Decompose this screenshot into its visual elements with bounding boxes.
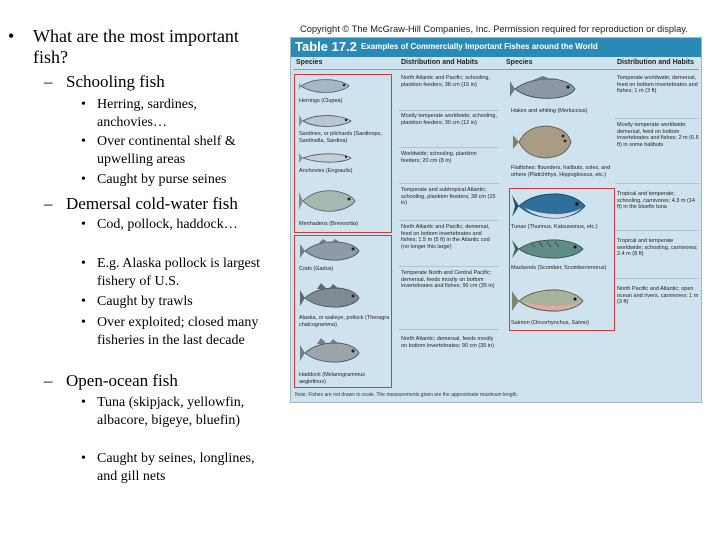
haddock-fish-illustration	[299, 338, 363, 366]
bullet-marker: •	[81, 294, 86, 309]
sardine-fish-illustration	[299, 112, 355, 130]
section-heading-text: Demersal cold-water fish	[66, 194, 238, 213]
bullet-marker: •	[81, 451, 86, 466]
row-divider	[399, 110, 499, 111]
menhaden-fish-illustration	[299, 186, 359, 216]
salmon-fish-illustration	[511, 286, 589, 316]
row-divider	[615, 183, 699, 184]
row-divider	[399, 266, 499, 267]
row-divider	[615, 230, 699, 231]
fish-label: Menhadens (Brevoortia)	[299, 221, 359, 227]
fish-label: Herrings (Clupea)	[299, 98, 343, 104]
list-item-text: Caught by purse seines	[97, 172, 227, 187]
bullet-marker: •	[81, 134, 86, 149]
fish-label: Cods (Gadus)	[299, 266, 334, 272]
fish-label: Salmon (Oncorhynchus, Salmo)	[511, 320, 589, 326]
bullet-marker: •	[81, 315, 86, 330]
header-divider	[293, 69, 699, 70]
bullet-marker: •	[81, 217, 86, 232]
list-item-text: Over continental shelf & upwelling areas	[97, 134, 236, 167]
fish-label: Haddock (Melanogrammus aeglefinus)	[299, 372, 366, 385]
distribution-text: North Pacific and Atlantic; open ocean and rivers, carnivores; 1 m (3 ft)	[617, 286, 699, 306]
row-divider	[615, 118, 699, 119]
distribution-text: Temperate and subtropical Atlantic; schooling, plankton feeders; 38 cm (15 in)	[401, 187, 496, 207]
row-divider	[399, 220, 499, 221]
dash-marker: –	[44, 194, 53, 213]
fish-label: Hakes and whiting (Merluccius)	[511, 108, 588, 114]
table-panel	[290, 37, 702, 403]
distribution-text: Tropical and temperate worldwide; schooling, carnivores; 2.4 m (8 ft)	[617, 238, 698, 258]
fish-label: Flatfishes: flounders, halibuts, soles, and others (Platichthys, Hippoglossus, etc.)	[511, 165, 611, 178]
bullet-marker: •	[81, 395, 86, 410]
list-item-text: Caught by trawls	[97, 294, 193, 309]
hake-fish-illustration	[509, 74, 579, 104]
list-item-text: E.g. Alaska pollock is largest fishery of U.S.	[97, 256, 261, 289]
table-title: Examples of Commercially Important Fishes around the World	[361, 42, 598, 51]
bullet-marker: •	[81, 97, 86, 112]
fish-label: Sardines, or pilchards (Sardinops, Sardinella, Sardina)	[299, 131, 382, 144]
distribution-text: North Atlantic; demersal, feeds mostly on bottom invertebrates; 90 cm (35 in)	[401, 336, 494, 349]
bullet-list	[0, 0, 280, 540]
bullet-marker: •	[81, 172, 86, 187]
distribution-text: North Atlantic and Pacific; demersal, feed on bottom invertebrates and fishes; 1.5 m (5 ft) in the Atlantic cod (no longer this large)	[401, 224, 490, 250]
flatfish-illustration	[513, 122, 575, 162]
bullet-marker: •	[81, 256, 86, 271]
herring-fish-illustration	[299, 76, 355, 96]
column-header-distribution: Distribution and Habits	[401, 59, 478, 66]
distribution-text: Worldwide; schooling, plankton feeders; 20 cm (8 in)	[401, 151, 477, 164]
row-divider	[399, 183, 499, 184]
distribution-text: Temperate North and Central Pacific; demersal, feeds mostly on bottom invertebrates and fishes; 90 cm (35 in)	[401, 270, 495, 290]
list-item-text: Herring, sardines, anchovies…	[97, 97, 197, 130]
section-heading-text: Open-ocean fish	[66, 371, 178, 390]
pollock-fish-illustration	[299, 282, 363, 312]
section-heading-text: Schooling fish	[66, 72, 165, 91]
anchovy-fish-illustration	[299, 150, 355, 166]
bullet-marker: •	[8, 26, 15, 46]
distribution-text: North Atlantic and Pacific; schooling, plankton feeders; 38 cm (15 in)	[401, 75, 490, 88]
list-item-text: Tuna (skipjack, yellowfin, albacore, bigeye, bluefin)	[97, 395, 245, 428]
table-header-bar	[291, 38, 701, 57]
slide-question: What are the most important fish?	[33, 26, 239, 67]
copyright-notice: Copyright © The McGraw-Hill Companies, Inc. Permission required for reproduction or display.	[300, 24, 688, 34]
tuna-fish-illustration	[511, 190, 589, 222]
fish-table-figure	[284, 20, 702, 404]
column-header-species-2: Species	[506, 59, 533, 66]
fish-label: Alaska, or walleye, pollock (Theragra chalcogramma)	[299, 315, 390, 328]
distribution-text: Mostly temperate worldwide; schooling, plankton feeders; 30 cm (12 in)	[401, 113, 497, 126]
column-header-species: Species	[296, 59, 323, 66]
cod-fish-illustration	[299, 238, 363, 264]
row-divider	[399, 329, 499, 330]
distribution-text: Mostly temperate worldwide; demersal, feed on bottom invertebrates and fishes; 2 m (6.5 ft) in some halibuts	[617, 122, 699, 148]
fish-label: Mackerels (Scomber, Scomberomorus)	[511, 265, 607, 271]
distribution-text: Tropical and temperate; schooling, carnivores; 4.3 m (14 ft) in the bluefin tuna	[617, 191, 695, 211]
dash-marker: –	[44, 72, 53, 91]
table-footnote: Note: Fishes are not drawn to scale. The measurements given are the approximate maximum length.	[295, 392, 519, 398]
fish-label: Tunas (Thunnus, Katsuwonus, etc.)	[511, 224, 598, 230]
list-item-text: Cod, pollock, haddock…	[97, 217, 238, 232]
column-header-distribution-2: Distribution and Habits	[617, 59, 694, 66]
dash-marker: –	[44, 371, 53, 390]
row-divider	[615, 278, 699, 279]
mackerel-fish-illustration	[511, 236, 587, 262]
distribution-text: Temperate worldwide; demersal, feed on bottom invertebrates and fishes; 1 m (3 ft)	[617, 75, 698, 95]
table-number: Table 17.2	[295, 39, 357, 54]
list-item-text: Caught by seines, longlines, and gill nets	[97, 451, 255, 484]
row-divider	[399, 147, 499, 148]
fish-label: Anchovies (Engraulis)	[299, 168, 353, 174]
list-item-text: Over exploited; closed many fisheries in the last decade	[97, 315, 259, 348]
